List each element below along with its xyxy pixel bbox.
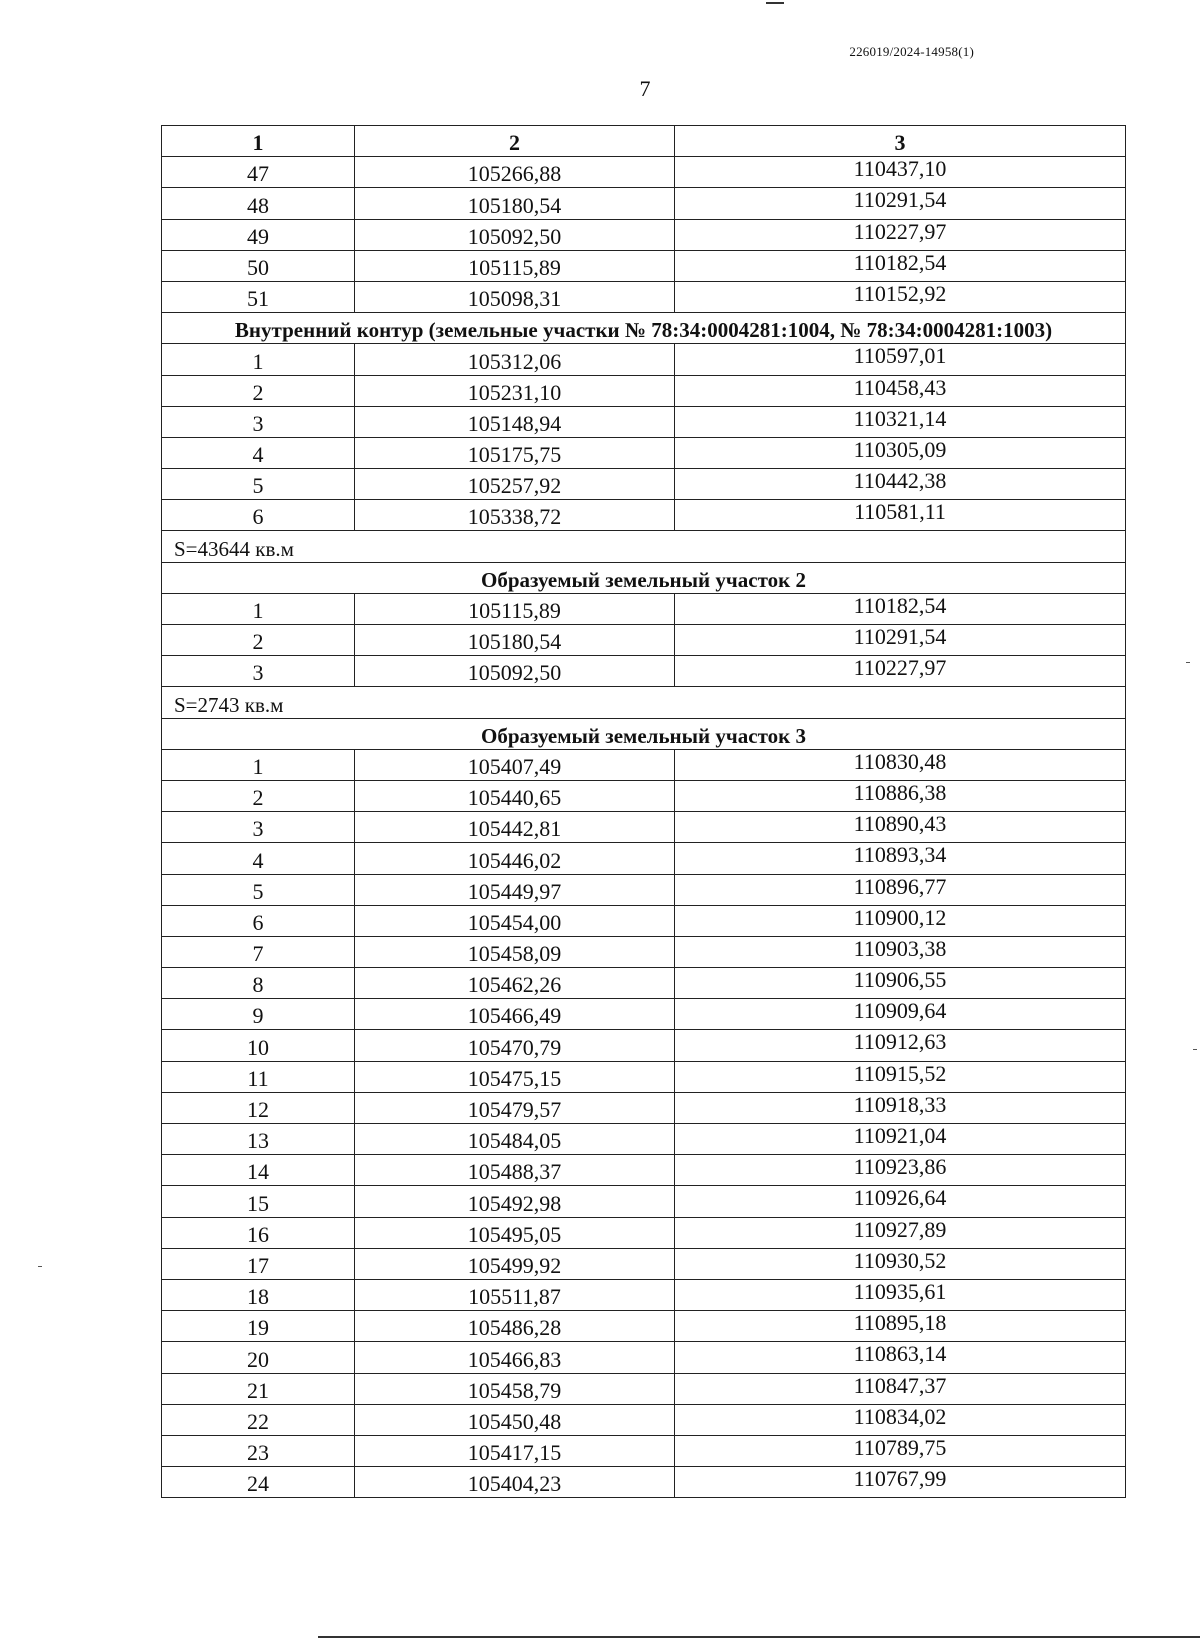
point-number-cell: 15 [162, 1186, 355, 1217]
area-row [162, 687, 1126, 718]
section-title: Образуемый земельный участок 2 [162, 562, 1126, 593]
table-row [162, 625, 1126, 656]
area-value: S=2743 кв.м [162, 687, 1126, 718]
section-title: Внутренний контур (земельные участки № 78:34:0004281:1004, № 78:34:0004281:1003) [162, 313, 1126, 344]
x-coordinate-cell: 105484,05 [355, 1124, 675, 1155]
x-coordinate-cell: 105486,28 [355, 1311, 675, 1342]
scan-speck [1186, 662, 1190, 663]
y-coordinate-cell: 110886,38 [675, 780, 1126, 811]
y-coordinate-cell: 110597,01 [675, 344, 1126, 375]
point-number-cell: 5 [162, 874, 355, 905]
table-row [162, 250, 1126, 281]
x-coordinate-cell: 105488,37 [355, 1155, 675, 1186]
scan-mark [766, 2, 784, 4]
point-number-cell: 6 [162, 905, 355, 936]
y-coordinate-cell: 110926,64 [675, 1186, 1126, 1217]
y-coordinate-cell: 110918,33 [675, 1092, 1126, 1123]
table-row [162, 1342, 1126, 1373]
x-coordinate-cell: 105470,79 [355, 1030, 675, 1061]
y-coordinate-cell: 110927,89 [675, 1217, 1126, 1248]
column-header-1: 1 [162, 126, 355, 157]
y-coordinate-cell: 110152,92 [675, 281, 1126, 312]
y-coordinate-cell: 110906,55 [675, 968, 1126, 999]
x-coordinate-cell: 105450,48 [355, 1404, 675, 1435]
y-coordinate-cell: 110182,54 [675, 250, 1126, 281]
table-row [162, 375, 1126, 406]
y-coordinate-cell: 110321,14 [675, 406, 1126, 437]
x-coordinate-cell: 105180,54 [355, 188, 675, 219]
document-number: 226019/2024-14958(1) [849, 44, 974, 59]
point-number-cell: 4 [162, 437, 355, 468]
y-coordinate-cell: 110305,09 [675, 437, 1126, 468]
table-row [162, 1030, 1126, 1061]
point-number-cell: 2 [162, 625, 355, 656]
coordinates-table [161, 125, 1126, 1498]
x-coordinate-cell: 105092,50 [355, 656, 675, 687]
point-number-cell: 3 [162, 656, 355, 687]
x-coordinate-cell: 105440,65 [355, 780, 675, 811]
x-coordinate-cell: 105092,50 [355, 219, 675, 250]
x-coordinate-cell: 105495,05 [355, 1217, 675, 1248]
y-coordinate-cell: 110863,14 [675, 1342, 1126, 1373]
x-coordinate-cell: 105475,15 [355, 1061, 675, 1092]
point-number-cell: 23 [162, 1435, 355, 1466]
table-row [162, 812, 1126, 843]
y-coordinate-cell: 110227,97 [675, 219, 1126, 250]
x-coordinate-cell: 105492,98 [355, 1186, 675, 1217]
table-row [162, 780, 1126, 811]
x-coordinate-cell: 105312,06 [355, 344, 675, 375]
y-coordinate-cell: 110830,48 [675, 749, 1126, 780]
point-number-cell: 48 [162, 188, 355, 219]
scan-speck [38, 1266, 42, 1267]
point-number-cell: 8 [162, 968, 355, 999]
table-row [162, 469, 1126, 500]
y-coordinate-cell: 110895,18 [675, 1311, 1126, 1342]
point-number-cell: 24 [162, 1467, 355, 1498]
table-row [162, 1092, 1126, 1123]
point-number-cell: 10 [162, 1030, 355, 1061]
table-row [162, 1404, 1126, 1435]
table-row [162, 1248, 1126, 1279]
point-number-cell: 6 [162, 500, 355, 531]
table-row [162, 999, 1126, 1030]
point-number-cell: 47 [162, 157, 355, 188]
point-number-cell: 2 [162, 780, 355, 811]
x-coordinate-cell: 105442,81 [355, 812, 675, 843]
y-coordinate-cell: 110923,86 [675, 1155, 1126, 1186]
area-row [162, 531, 1126, 562]
point-number-cell: 17 [162, 1248, 355, 1279]
point-number-cell: 18 [162, 1279, 355, 1310]
table-row [162, 500, 1126, 531]
table-row [162, 656, 1126, 687]
x-coordinate-cell: 105511,87 [355, 1279, 675, 1310]
table-row [162, 344, 1126, 375]
table-row [162, 874, 1126, 905]
x-coordinate-cell: 105466,49 [355, 999, 675, 1030]
point-number-cell: 20 [162, 1342, 355, 1373]
y-coordinate-cell: 110890,43 [675, 812, 1126, 843]
table-row [162, 905, 1126, 936]
table-row [162, 281, 1126, 312]
table-row [162, 1311, 1126, 1342]
y-coordinate-cell: 110921,04 [675, 1124, 1126, 1155]
column-header-3: 3 [675, 126, 1126, 157]
point-number-cell: 50 [162, 250, 355, 281]
point-number-cell: 4 [162, 843, 355, 874]
x-coordinate-cell: 105458,09 [355, 936, 675, 967]
x-coordinate-cell: 105446,02 [355, 843, 675, 874]
point-number-cell: 7 [162, 936, 355, 967]
y-coordinate-cell: 110900,12 [675, 905, 1126, 936]
column-header-2: 2 [355, 126, 675, 157]
point-number-cell: 14 [162, 1155, 355, 1186]
table-row [162, 1155, 1126, 1186]
y-coordinate-cell: 110581,11 [675, 500, 1126, 531]
table-row [162, 1217, 1126, 1248]
y-coordinate-cell: 110935,61 [675, 1279, 1126, 1310]
scan-speck [1193, 1049, 1197, 1050]
table-row [162, 1061, 1126, 1092]
scan-edge-line [318, 1636, 1200, 1638]
x-coordinate-cell: 105338,72 [355, 500, 675, 531]
table-row [162, 593, 1126, 624]
y-coordinate-cell: 110442,38 [675, 469, 1126, 500]
y-coordinate-cell: 110437,10 [675, 157, 1126, 188]
table-row [162, 843, 1126, 874]
x-coordinate-cell: 105257,92 [355, 469, 675, 500]
x-coordinate-cell: 105499,92 [355, 1248, 675, 1279]
y-coordinate-cell: 110909,64 [675, 999, 1126, 1030]
x-coordinate-cell: 105479,57 [355, 1092, 675, 1123]
x-coordinate-cell: 105462,26 [355, 968, 675, 999]
x-coordinate-cell: 105417,15 [355, 1435, 675, 1466]
point-number-cell: 49 [162, 219, 355, 250]
y-coordinate-cell: 110912,63 [675, 1030, 1126, 1061]
x-coordinate-cell: 105449,97 [355, 874, 675, 905]
point-number-cell: 5 [162, 469, 355, 500]
y-coordinate-cell: 110227,97 [675, 656, 1126, 687]
point-number-cell: 12 [162, 1092, 355, 1123]
y-coordinate-cell: 110893,34 [675, 843, 1126, 874]
y-coordinate-cell: 110767,99 [675, 1467, 1126, 1498]
point-number-cell: 1 [162, 344, 355, 375]
x-coordinate-cell: 105231,10 [355, 375, 675, 406]
table-header-row [162, 126, 1126, 157]
point-number-cell: 2 [162, 375, 355, 406]
page-number: 7 [639, 76, 651, 101]
table-row [162, 968, 1126, 999]
point-number-cell: 11 [162, 1061, 355, 1092]
y-coordinate-cell: 110182,54 [675, 593, 1126, 624]
table-row [162, 1373, 1126, 1404]
x-coordinate-cell: 105407,49 [355, 749, 675, 780]
x-coordinate-cell: 105175,75 [355, 437, 675, 468]
x-coordinate-cell: 105458,79 [355, 1373, 675, 1404]
x-coordinate-cell: 105466,83 [355, 1342, 675, 1373]
y-coordinate-cell: 110291,54 [675, 188, 1126, 219]
y-coordinate-cell: 110903,38 [675, 936, 1126, 967]
y-coordinate-cell: 110789,75 [675, 1435, 1126, 1466]
point-number-cell: 1 [162, 593, 355, 624]
point-number-cell: 21 [162, 1373, 355, 1404]
y-coordinate-cell: 110291,54 [675, 625, 1126, 656]
y-coordinate-cell: 110458,43 [675, 375, 1126, 406]
point-number-cell: 22 [162, 1404, 355, 1435]
section-header-row [162, 313, 1126, 344]
x-coordinate-cell: 105098,31 [355, 281, 675, 312]
y-coordinate-cell: 110847,37 [675, 1373, 1126, 1404]
table-row [162, 936, 1126, 967]
table-row [162, 437, 1126, 468]
table-row [162, 1435, 1126, 1466]
table-row [162, 188, 1126, 219]
section-header-row [162, 562, 1126, 593]
point-number-cell: 51 [162, 281, 355, 312]
point-number-cell: 19 [162, 1311, 355, 1342]
table-row [162, 1279, 1126, 1310]
x-coordinate-cell: 105454,00 [355, 905, 675, 936]
table-row [162, 406, 1126, 437]
point-number-cell: 3 [162, 812, 355, 843]
table-body [162, 157, 1126, 1498]
table-row [162, 1467, 1126, 1498]
table-row [162, 749, 1126, 780]
point-number-cell: 1 [162, 749, 355, 780]
table-row [162, 1186, 1126, 1217]
y-coordinate-cell: 110834,02 [675, 1404, 1126, 1435]
section-header-row [162, 718, 1126, 749]
point-number-cell: 3 [162, 406, 355, 437]
x-coordinate-cell: 105115,89 [355, 593, 675, 624]
y-coordinate-cell: 110915,52 [675, 1061, 1126, 1092]
x-coordinate-cell: 105115,89 [355, 250, 675, 281]
x-coordinate-cell: 105404,23 [355, 1467, 675, 1498]
y-coordinate-cell: 110896,77 [675, 874, 1126, 905]
area-value: S=43644 кв.м [162, 531, 1126, 562]
x-coordinate-cell: 105266,88 [355, 157, 675, 188]
table-row [162, 1124, 1126, 1155]
section-title: Образуемый земельный участок 3 [162, 718, 1126, 749]
point-number-cell: 9 [162, 999, 355, 1030]
point-number-cell: 13 [162, 1124, 355, 1155]
x-coordinate-cell: 105148,94 [355, 406, 675, 437]
table-row [162, 157, 1126, 188]
x-coordinate-cell: 105180,54 [355, 625, 675, 656]
y-coordinate-cell: 110930,52 [675, 1248, 1126, 1279]
table-row [162, 219, 1126, 250]
point-number-cell: 16 [162, 1217, 355, 1248]
